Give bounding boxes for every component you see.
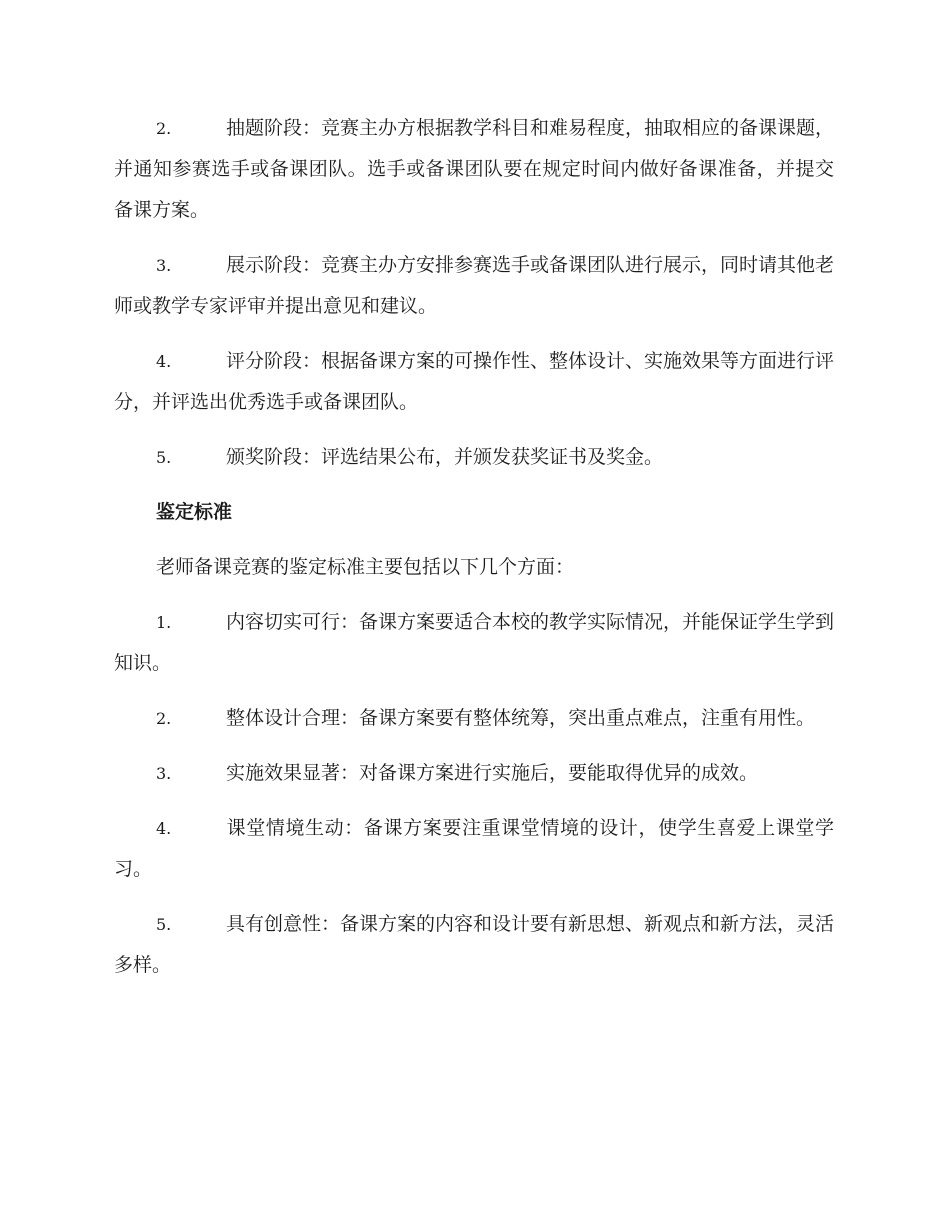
list-number: 2.	[156, 709, 172, 728]
list-item-phase-4	[114, 341, 834, 423]
list-text: 展示阶段：竞赛主办方安排参赛选手或备课团队进行展示，同时请其他老师或教学专家评审并提出意见和建议。	[114, 254, 835, 317]
list-item-phase-5	[114, 437, 834, 478]
list-text: 内容切实可行：备课方案要适合本校的教学实际情况，并能保证学生学到知识。	[114, 611, 835, 674]
list-text: 评分阶段：根据备课方案的可操作性、整体设计、实施效果等方面进行评分，并评选出优秀选手或备课团队。	[114, 350, 835, 413]
list-text: 整体设计合理：备课方案要有整体统筹，突出重点难点，注重有用性。	[226, 707, 816, 729]
list-number: 5.	[156, 915, 172, 934]
list-number: 2.	[156, 119, 172, 138]
list-number: 4.	[156, 819, 172, 838]
list-item-criterion-4	[114, 808, 834, 890]
intro-paragraph: 老师备课竞赛的鉴定标准主要包括以下几个方面：	[156, 556, 575, 578]
list-item-criterion-2	[114, 698, 834, 739]
list-number: 1.	[156, 613, 172, 632]
list-number: 3.	[156, 764, 172, 783]
section-heading: 鉴定标准	[156, 501, 233, 523]
list-item-criterion-5	[114, 904, 834, 986]
list-number: 4.	[156, 352, 172, 371]
list-text: 颁奖阶段：评选结果公布，并颁发获奖证书及奖金。	[226, 446, 664, 468]
list-item-criterion-3	[114, 753, 834, 794]
list-item-phase-2	[114, 108, 834, 231]
list-item-criterion-1	[114, 602, 834, 684]
list-text: 实施效果显著：对备课方案进行实施后，要能取得优异的成效。	[226, 762, 759, 784]
list-number: 3.	[156, 256, 172, 275]
list-text: 课堂情境生动：备课方案要注重课堂情境的设计，使学生喜爱上课堂学习。	[114, 817, 834, 880]
list-item-phase-3	[114, 245, 834, 327]
list-text: 具有创意性：备课方案的内容和设计要有新思想、新观点和新方法，灵活多样。	[114, 913, 835, 976]
list-number: 5.	[156, 448, 172, 467]
list-text: 抽题阶段：竞赛主办方根据教学科目和难易程度，抽取相应的备课课题，并通知参赛选手或备课团队。选手或备课团队要在规定时间内做好备课准备，并提交备课方案。	[114, 117, 835, 221]
